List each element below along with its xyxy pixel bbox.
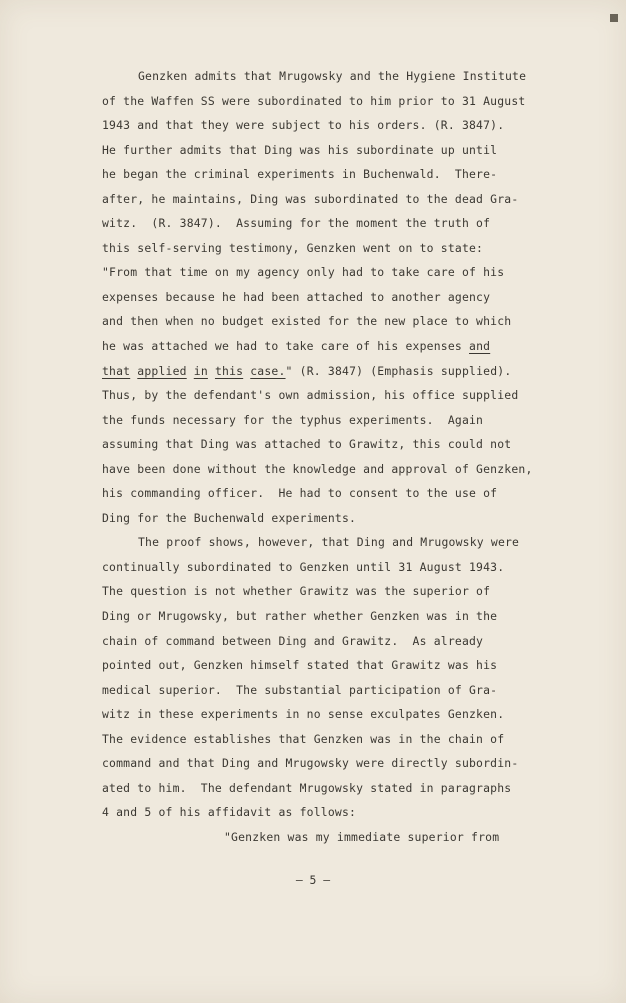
underlined-text: case. <box>250 363 286 378</box>
underlined-text: this <box>214 363 244 378</box>
underlined-text: applied <box>137 363 187 378</box>
text-line: Ding or Mrugowsky, but rather whether Genzken was in the <box>102 609 498 624</box>
page-number: – 5 – <box>295 873 331 887</box>
underlined-text: that <box>102 363 131 378</box>
text-line: Thus, by the defendant's own admission, his office supplied <box>102 388 519 403</box>
text-line: chain of command between Ding and Grawitz. As already <box>102 633 484 648</box>
text-line: after, he maintains, Ding was subordinated to the dead Gra- <box>102 191 519 206</box>
text-line: expenses because he had been attached to another agency <box>102 289 491 304</box>
text-line: continually subordinated to Genzken until 31 August 1943. <box>102 559 505 574</box>
text-line: he began the criminal experiments in Buchenwald. There- <box>102 167 498 182</box>
text-line: the funds necessary for the typhus experiments. Again <box>102 412 484 427</box>
text-line: this self-serving testimony, Genzken went on to state: <box>102 240 484 255</box>
text-line: command and that Ding and Mrugowsky were directly subordin- <box>102 756 519 771</box>
text-line-emphasis <box>102 359 572 384</box>
text-line: "Genzken was my immediate superior from <box>224 829 500 844</box>
text-line: medical superior. The substantial participation of Gra- <box>102 682 498 697</box>
text-segment: " (R. 3847) (Emphasis supplied). <box>285 363 512 378</box>
text-line: Genzken admits that Mrugowsky and the Hygiene Institute <box>138 69 527 83</box>
text-line: "From that time on my agency only had to take care of his <box>102 265 505 280</box>
body-text <box>102 64 572 850</box>
corner-mark <box>610 14 618 22</box>
text-line-emphasis <box>102 334 572 359</box>
underlined-text: in <box>193 363 208 378</box>
text-line: Ding for the Buchenwald experiments. <box>102 510 357 525</box>
text-line: of the Waffen SS were subordinated to him prior to 31 August <box>102 93 526 108</box>
text-line: have been done without the knowledge and approval of Genzken, <box>102 461 533 476</box>
text-line: witz. (R. 3847). Assuming for the moment the truth of <box>102 216 491 231</box>
text-segment: he was attached we had to take care of his expenses <box>102 339 470 354</box>
text-line: his commanding officer. He had to consent to the use of <box>102 486 498 501</box>
text-line: The question is not whether Grawitz was the superior of <box>102 584 491 599</box>
text-line: The proof shows, however, that Ding and Mrugowsky were <box>138 535 520 550</box>
underlined-text: and <box>469 339 491 354</box>
text-line: witz in these experiments in no sense exculpates Genzken. <box>102 707 505 722</box>
text-line: 1943 and that they were subject to his orders. (R. 3847). <box>102 118 505 133</box>
text-line: He further admits that Ding was his subordinate up until <box>102 142 498 157</box>
text-line: ated to him. The defendant Mrugowsky stated in paragraphs <box>102 780 512 795</box>
text-line: pointed out, Genzken himself stated that Grawitz was his <box>102 658 498 673</box>
text-line: and then when no budget existed for the new place to which <box>102 314 512 329</box>
text-line: 4 and 5 of his affidavit as follows: <box>102 805 357 820</box>
text-line: assuming that Ding was attached to Grawitz, this could not <box>102 437 512 452</box>
text-line: The evidence establishes that Genzken was in the chain of <box>102 731 505 746</box>
